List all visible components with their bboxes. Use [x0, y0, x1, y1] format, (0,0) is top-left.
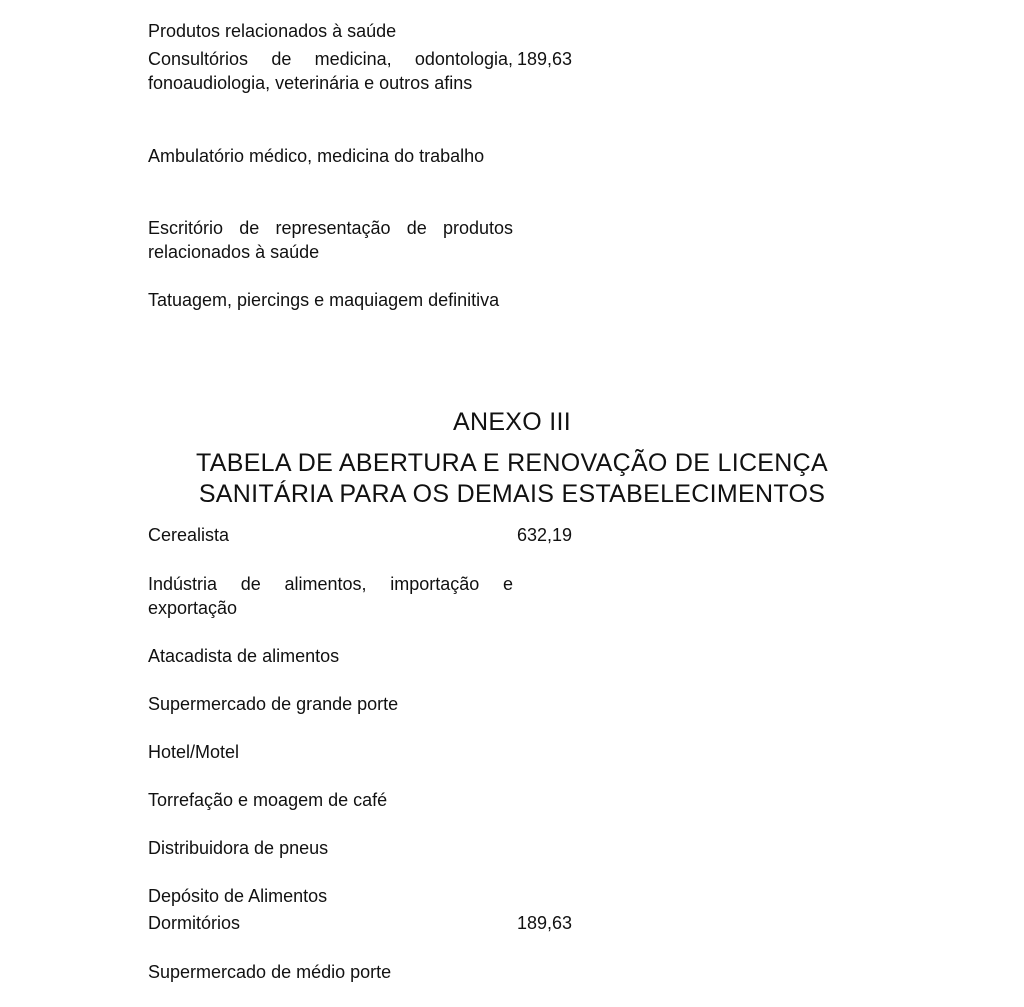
table-row-label: Consultórios de medicina, odontologia, fonoaudiologia, veterinária e outros afins — [148, 49, 513, 93]
table-row-value: 632,19 — [517, 525, 573, 545]
table-row-label: Depósito de Alimentos — [148, 886, 328, 906]
table-row-value: 189,63 — [517, 49, 573, 69]
table-row-label: Supermercado de médio porte — [148, 962, 392, 982]
table-row-label: Ambulatório médico, medicina do trabalho — [148, 146, 485, 166]
table-row-value: 189,63 — [517, 913, 573, 933]
table-title — [0, 448, 1024, 510]
table-row-label: Atacadista de alimentos — [148, 646, 340, 666]
table-row-label: Hotel/Motel — [148, 742, 240, 762]
table-row-label: Tatuagem, piercings e maquiagem definitiva — [148, 290, 500, 310]
table-row-label: Distribuidora de pneus — [148, 838, 329, 858]
annex-heading: ANEXO III — [452, 408, 571, 436]
table-row-label: Produtos relacionados à saúde — [148, 21, 397, 41]
table-row-label: Cerealista — [148, 525, 230, 545]
table-row-label: Supermercado de grande porte — [148, 694, 399, 714]
table-title-line-2: SANITÁRIA PARA OS DEMAIS ESTABELECIMENTOS — [198, 480, 826, 508]
table-row-label: Torrefação e moagem de café — [148, 790, 388, 810]
table-row-label: Dormitórios — [148, 913, 241, 933]
table-row-label: Indústria de alimentos, importação e exportação — [148, 574, 513, 618]
table-row-label: Escritório de representação de produtos relacionados à saúde — [148, 218, 513, 262]
table-title-line-1: TABELA DE ABERTURA E RENOVAÇÃO DE LICENÇA — [196, 449, 828, 477]
